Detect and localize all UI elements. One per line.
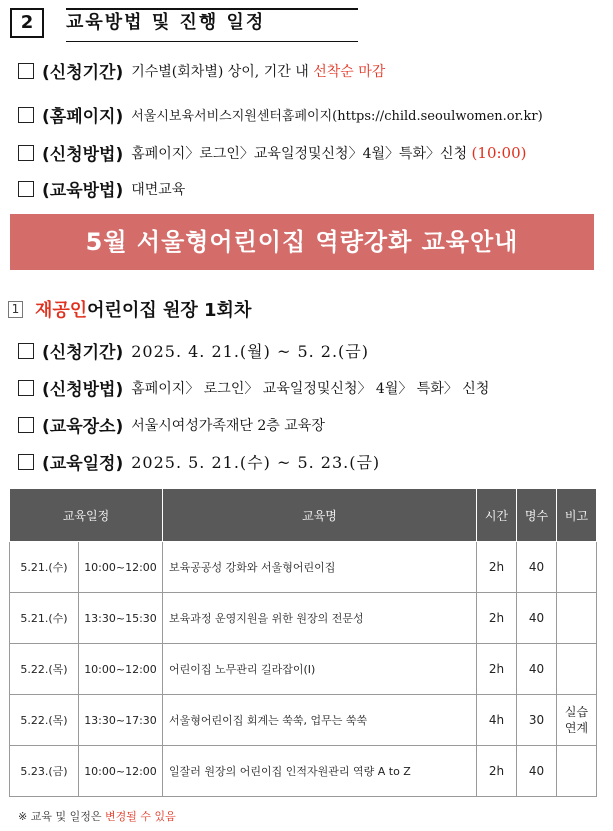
cell-people: 40	[517, 542, 557, 593]
header-course: 교육명	[163, 489, 477, 542]
cell-time: 13:30~17:30	[79, 695, 163, 746]
item-value: 기수별(회차별) 상이, 기간 내 선착순 마감	[131, 63, 386, 80]
cell-people: 30	[517, 695, 557, 746]
section-heading	[10, 8, 360, 42]
program-index: 1	[8, 301, 23, 318]
program-item-place	[18, 412, 325, 437]
header-note: 비고	[557, 489, 597, 542]
cell-people: 40	[517, 746, 557, 797]
program-title-rest: 어린이집 원장 1회차	[87, 300, 252, 321]
cell-hours: 2h	[477, 644, 517, 695]
cell-hours: 4h	[477, 695, 517, 746]
cell-hours: 2h	[477, 542, 517, 593]
cell-time: 13:30~15:30	[79, 593, 163, 644]
item-label: (신청기간)	[42, 63, 124, 83]
schedule-table	[9, 488, 597, 797]
program-item-method	[18, 375, 489, 400]
checkbox-icon[interactable]	[18, 145, 34, 161]
cell-course: 보육공공성 강화와 서울형어린이집	[163, 542, 477, 593]
checkbox-icon[interactable]	[18, 417, 34, 433]
header-people: 명수	[517, 489, 557, 542]
checkbox-icon[interactable]	[18, 343, 34, 359]
table-header-row	[10, 489, 597, 542]
program-item-period	[18, 338, 369, 363]
checkbox-icon[interactable]	[18, 181, 34, 197]
checkbox-icon[interactable]	[18, 63, 34, 79]
item-value: 홈페이지〉 로그인〉 교육일정및신청〉 4월〉 특화〉 신청	[131, 380, 490, 397]
table-row	[10, 644, 597, 695]
cell-people: 40	[517, 593, 557, 644]
homepage-link[interactable]: 서울시보육서비스지원센터홈페이지(https://child.seoulwomen.or.kr)	[131, 109, 543, 124]
section-title: 교육방법 및 진행 일정	[66, 12, 266, 33]
cell-course: 어린이집 노무관리 길라잡이(Ⅰ)	[163, 644, 477, 695]
table-row	[10, 746, 597, 797]
program-title	[8, 296, 251, 322]
cell-course: 서울형어린이집 회계는 쑥쑥, 업무는 쑥쑥	[163, 695, 477, 746]
cell-hours: 2h	[477, 746, 517, 797]
checkbox-icon[interactable]	[18, 454, 34, 470]
cell-time: 10:00~12:00	[79, 542, 163, 593]
cell-date: 5.21.(수)	[10, 542, 79, 593]
banner-title: 5월 서울형어린이집 역량강화 교육안내	[10, 214, 594, 270]
header-hours: 시간	[477, 489, 517, 542]
table-row	[10, 593, 597, 644]
footnote: ※ 교육 및 일정은 변경될 수 있음	[18, 810, 176, 823]
general-item-method	[18, 140, 526, 165]
cell-date: 5.21.(수)	[10, 593, 79, 644]
general-item-homepage	[18, 102, 543, 127]
item-value: 2025. 5. 21.(수) ~ 5. 23.(금)	[131, 453, 381, 472]
cell-note	[557, 593, 597, 644]
item-value: 서울시여성가족재단 2층 교육장	[131, 417, 325, 434]
heading-bottom-rule	[66, 41, 358, 42]
footnote-highlight: 변경될 수 있음	[104, 810, 176, 823]
cell-date: 5.22.(목)	[10, 644, 79, 695]
item-label: (신청방법)	[42, 145, 124, 165]
cell-people: 40	[517, 644, 557, 695]
cell-note	[557, 746, 597, 797]
section-number: 2	[10, 8, 44, 38]
item-label: (교육장소)	[42, 417, 124, 437]
cell-note	[557, 542, 597, 593]
item-label: (신청기간)	[42, 343, 124, 363]
checkbox-icon[interactable]	[18, 107, 34, 123]
table-row	[10, 542, 597, 593]
general-item-period	[18, 58, 385, 83]
cell-note: 실습 연계	[557, 695, 597, 746]
cell-date: 5.22.(목)	[10, 695, 79, 746]
general-item-edu-method	[18, 176, 185, 201]
item-label: (홈페이지)	[42, 107, 124, 127]
item-label: (신청방법)	[42, 380, 124, 400]
cell-hours: 2h	[477, 593, 517, 644]
program-item-schedule	[18, 449, 380, 474]
cell-course: 일잘러 원장의 어린이집 인적자원관리 역량 A to Z	[163, 746, 477, 797]
item-value: 2025. 4. 21.(월) ~ 5. 2.(금)	[131, 342, 369, 361]
program-title-highlight: 재공인	[35, 300, 88, 321]
cell-time: 10:00~12:00	[79, 644, 163, 695]
item-value: 홈페이지〉로그인〉교육일정및신청〉4월〉특화〉신청 (10:00)	[131, 143, 527, 162]
item-label: (교육방법)	[42, 181, 124, 201]
header-schedule: 교육일정	[10, 489, 163, 542]
cell-note	[557, 644, 597, 695]
cell-course: 보육과정 운영지원을 위한 원장의 전문성	[163, 593, 477, 644]
checkbox-icon[interactable]	[18, 380, 34, 396]
cell-date: 5.23.(금)	[10, 746, 79, 797]
cell-time: 10:00~12:00	[79, 746, 163, 797]
table-row	[10, 695, 597, 746]
item-value: 대면교육	[131, 181, 186, 198]
item-label: (교육일정)	[42, 454, 124, 474]
